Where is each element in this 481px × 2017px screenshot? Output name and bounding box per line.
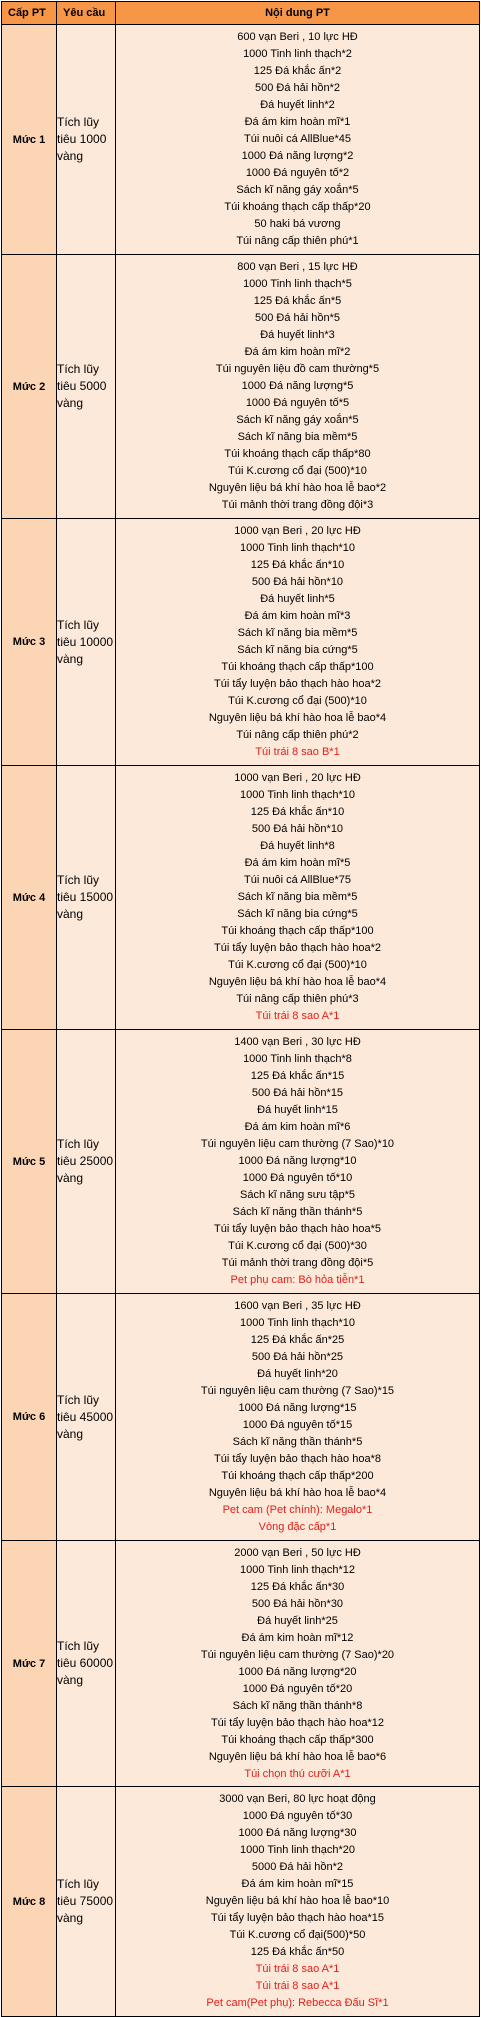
table-row — [2, 25, 480, 255]
reward-item-highlight: Túi chọn thú cưỡi A*1 — [244, 1768, 351, 1780]
reward-item: 1000 Đá năng lượng*5 — [241, 380, 354, 392]
level-cell: Mức 4 — [2, 766, 57, 1030]
reward-item: 500 Đá hải hồn*5 — [254, 312, 340, 324]
level-cell: Mức 7 — [2, 1541, 57, 1787]
reward-item: Túi khoáng thạch cấp thấp*200 — [221, 1470, 374, 1482]
reward-item: 1000 Đá nguyên tố*30 — [242, 1810, 353, 1822]
reward-item: Sách kĩ năng bia mềm*5 — [237, 627, 358, 639]
reward-item: 1000 Tinh linh thạch*2 — [243, 48, 352, 60]
requirement-line: Tích lũy — [57, 1639, 100, 1653]
table-row — [2, 1030, 480, 1294]
reward-item: 1000 Đá năng lượng*2 — [241, 150, 354, 162]
reward-item: 1600 vạn Beri , 35 lực HĐ — [234, 1300, 361, 1312]
reward-item: 125 Đá khắc ấn*15 — [250, 1070, 345, 1082]
reward-item: 125 Đá khắc ấn*25 — [250, 1334, 345, 1346]
reward-item: 500 Đá hải hồn*25 — [251, 1351, 344, 1363]
requirement-line: Tích lũy — [57, 115, 100, 129]
reward-item: Túi tẩy luyện bảo thạch hào hoa*2 — [214, 678, 381, 690]
reward-item: Đá huyết linh*2 — [260, 99, 335, 111]
reward-item: Đá huyết linh*15 — [257, 1104, 338, 1116]
level-cell: Mức 6 — [2, 1294, 57, 1541]
reward-item: Túi tẩy luyện bảo thạch hào hoa*2 — [214, 942, 381, 954]
reward-item: Túi nuôi cá AllBlue*75 — [243, 874, 351, 886]
requirement-line: Tích lũy — [57, 873, 100, 887]
reward-item: Đá huyết linh*8 — [260, 840, 335, 852]
reward-item: Sách kĩ năng gáy xoắn*5 — [236, 184, 359, 196]
content-cell — [116, 1541, 480, 1787]
requirement-line: tiêu 5000 — [57, 379, 107, 393]
reward-item: Đá ám kim hoàn mĩ*5 — [244, 857, 351, 869]
reward-item: Đá ám kim hoàn mĩ*6 — [244, 1121, 351, 1133]
reward-item: 1000 Đá năng lượng*30 — [238, 1827, 357, 1839]
level-cell: Mức 5 — [2, 1030, 57, 1294]
reward-item: Sách kĩ năng bia mềm*5 — [237, 431, 358, 443]
requirement-line: tiêu 60000 — [57, 1656, 114, 1670]
requirement-cell — [57, 25, 116, 255]
reward-item: 5000 Đá hải hồn*2 — [251, 1861, 344, 1873]
reward-item: 1000 Đá nguyên tố*10 — [242, 1172, 353, 1184]
reward-item: Nguyên liệu bá khí hào hoa lễ bao*4 — [208, 1487, 387, 1499]
reward-item: 1000 Tinh linh thạch*10 — [240, 789, 355, 801]
reward-item: 1000 Tinh linh thạch*8 — [243, 1053, 352, 1065]
reward-item: Sách kĩ năng thần thánh*5 — [232, 1206, 363, 1218]
reward-item: Sách kĩ năng gáy xoắn*5 — [236, 414, 359, 426]
reward-item: Túi K.cương cổ đại (500)*10 — [228, 695, 367, 707]
reward-item: Nguyên liệu bá khí hào hoa lễ bao*4 — [208, 712, 387, 724]
reward-item: 1000 Đá nguyên tố*20 — [242, 1683, 353, 1695]
reward-item-highlight: Vòng đặc cấp*1 — [258, 1521, 337, 1533]
requirement-line: tiêu 10000 — [57, 634, 114, 649]
reward-item: 1000 Đá năng lượng*10 — [238, 1155, 357, 1167]
reward-item: 1000 Tinh linh thạch*12 — [240, 1564, 355, 1576]
reward-item: Túi khoáng thạch cấp thấp*100 — [221, 925, 374, 937]
requirement-cell — [57, 766, 116, 1030]
reward-item: Túi mảnh thời trang đồng đội*3 — [221, 499, 374, 511]
reward-item: 1400 vạn Beri , 30 lực HĐ — [234, 1036, 361, 1048]
reward-item: 3000 vạn Beri, 80 lực hoạt động — [219, 1793, 376, 1805]
requirement-line: tiêu 1000 — [57, 132, 107, 146]
requirement-cell — [57, 1294, 116, 1541]
requirement-line: Tích lũy — [57, 1392, 100, 1407]
content-cell — [116, 1787, 480, 2017]
content-cell — [116, 1294, 480, 1541]
reward-item: Sách kĩ năng thần thánh*8 — [232, 1700, 363, 1712]
reward-item-highlight: Túi trái 8 sao A*1 — [255, 1010, 340, 1022]
reward-item: Túi K.cương cổ đại (500)*10 — [228, 465, 367, 477]
reward-table — [1, 1, 480, 2017]
reward-item: Đá ám kim hoàn mĩ*3 — [244, 610, 351, 622]
reward-item: Đá huyết linh*20 — [257, 1368, 338, 1380]
reward-item: Sách kĩ năng bia mềm*5 — [237, 891, 358, 903]
reward-item: Sách kĩ năng bia cứng*5 — [237, 908, 358, 920]
reward-item: 1000 Tinh linh thạch*10 — [240, 542, 355, 554]
requirement-line: vàng — [57, 1171, 84, 1185]
reward-item: 500 Đá hải hồn*2 — [254, 82, 340, 94]
reward-item: 800 vạn Beri , 15 lực HĐ — [237, 261, 358, 273]
reward-item-highlight: Pet phụ cam: Bò hỏa tiễn*1 — [230, 1274, 365, 1286]
table-row — [2, 1787, 480, 2017]
reward-item: Túi nâng cấp thiên phú*2 — [236, 729, 359, 741]
reward-item-highlight: Pet cam (Pet chính): Megalo*1 — [222, 1504, 373, 1516]
table-row — [2, 1294, 480, 1541]
reward-item: 50 haki bá vương — [254, 218, 341, 230]
content-cell — [116, 519, 480, 766]
reward-item: 125 Đá khắc ấn*50 — [250, 1946, 345, 1958]
reward-item: 500 Đá hải hồn*10 — [251, 576, 344, 588]
reward-item: Túi nguyên liệu cam thường (7 Sao)*10 — [200, 1138, 395, 1150]
reward-item: 125 Đá khắc ấn*10 — [250, 806, 345, 818]
requirement-line: vàng — [57, 1673, 84, 1687]
header-row — [2, 2, 480, 25]
requirement-line: tiêu 15000 — [57, 890, 114, 904]
reward-item: 1000 Đá nguyên tố*15 — [242, 1419, 353, 1431]
reward-item: Túi khoáng thạch cấp thấp*80 — [224, 448, 371, 460]
reward-item: Sách kĩ năng sưu tập*5 — [240, 1189, 355, 1201]
reward-item: Túi khoáng thạch cấp thấp*100 — [221, 661, 374, 673]
reward-item: Sách kĩ năng thần thánh*5 — [232, 1436, 363, 1448]
requirement-cell — [57, 519, 116, 766]
reward-item: 125 Đá khắc ấn*2 — [253, 65, 342, 77]
reward-item: 1000 vạn Beri , 20 lực HĐ — [234, 772, 361, 784]
content-cell — [116, 766, 480, 1030]
reward-item: 600 vạn Beri , 10 lực HĐ — [237, 31, 358, 43]
reward-item: Túi K.cương cổ đại(500)*50 — [229, 1929, 366, 1941]
reward-item: Túi nguyên liệu cam thường (7 Sao)*20 — [200, 1649, 395, 1661]
reward-item: Nguyên liệu bá khí hào hoa lễ bao*6 — [208, 1751, 387, 1763]
table-row — [2, 255, 480, 519]
reward-item: 500 Đá hải hồn*15 — [251, 1087, 344, 1099]
reward-item-highlight: Pet cam(Pet phụ): Rebecca Đấu Sĩ*1 — [206, 1997, 389, 2009]
reward-item: 2000 vạn Beri , 50 lực HĐ — [234, 1547, 361, 1559]
reward-item: 1000 vạn Beri , 20 lực HĐ — [234, 525, 361, 537]
header-requirement: Yêu cầu — [57, 2, 116, 25]
reward-item: Đá ám kim hoàn mĩ*1 — [244, 116, 351, 128]
reward-item: 1000 Tinh linh thạch*5 — [243, 278, 352, 290]
reward-item: 125 Đá khắc ấn*10 — [250, 559, 345, 571]
table-row — [2, 766, 480, 1030]
requirement-line: tiêu 25000 — [57, 1154, 114, 1168]
reward-item: Túi K.cương cổ đại (500)*30 — [228, 1240, 367, 1252]
table-row — [2, 519, 480, 766]
reward-item: 1000 Đá nguyên tố*5 — [245, 397, 350, 409]
reward-item: Túi khoáng thạch cấp thấp*300 — [221, 1734, 374, 1746]
requirement-line: vàng — [57, 1426, 84, 1441]
level-cell: Mức 1 — [2, 25, 57, 255]
reward-item: Túi nuôi cá AllBlue*45 — [243, 133, 351, 145]
header-content: Nội dung PT — [116, 2, 480, 25]
reward-item: Túi nguyên liệu cam thường (7 Sao)*15 — [200, 1385, 395, 1397]
reward-item: Túi tẩy luyện bảo thạch hào hoa*8 — [214, 1453, 381, 1465]
reward-item: 500 Đá hải hồn*30 — [251, 1598, 344, 1610]
reward-item-highlight: Túi trái 8 sao A*1 — [255, 1980, 340, 1992]
reward-item: 1000 Đá năng lượng*20 — [238, 1666, 357, 1678]
reward-item: Đá ám kim hoàn mĩ*2 — [244, 346, 351, 358]
requirement-line: tiêu 75000 — [57, 1894, 114, 1908]
requirement-cell — [57, 1787, 116, 2017]
reward-item: Túi khoáng thạch cấp thấp*20 — [224, 201, 371, 213]
reward-item: Túi tẩy luyện bảo thạch hào hoa*5 — [214, 1223, 381, 1235]
reward-item: Túi tẩy luyện bảo thạch hào hoa*12 — [210, 1717, 385, 1729]
requirement-line: Tích lũy — [57, 617, 100, 632]
reward-rows — [2, 25, 480, 2017]
requirement-line: Tích lũy — [57, 1877, 100, 1891]
level-cell: Mức 8 — [2, 1787, 57, 2017]
reward-item: Túi tẩy luyện bảo thạch hào hoa*15 — [210, 1912, 385, 1924]
content-cell — [116, 255, 480, 519]
reward-item: Túi mảnh thời trang đồng đội*5 — [221, 1257, 374, 1269]
reward-item: Đá huyết linh*25 — [257, 1615, 338, 1627]
table-row — [2, 1541, 480, 1787]
reward-item-highlight: Túi trái 8 sao A*1 — [255, 1963, 340, 1975]
content-cell — [116, 1030, 480, 1294]
requirement-line: Tích lũy — [57, 1137, 100, 1151]
reward-item: Đá ám kim hoàn mĩ*12 — [241, 1632, 354, 1644]
reward-item: Đá huyết linh*3 — [260, 329, 335, 341]
reward-item: Đá huyết linh*5 — [260, 593, 335, 605]
level-cell: Mức 2 — [2, 255, 57, 519]
reward-item: Túi nguyên liệu đồ cam thường*5 — [215, 363, 380, 375]
requirement-cell — [57, 1030, 116, 1294]
header-level: Cấp PT — [2, 2, 57, 25]
reward-item: 1000 Đá năng lượng*15 — [238, 1402, 357, 1414]
reward-item: Đá ám kim hoàn mĩ*15 — [241, 1878, 354, 1890]
reward-item: Sách kĩ năng bia cứng*5 — [237, 644, 358, 656]
reward-item: Túi K.cương cổ đại (500)*10 — [228, 959, 367, 971]
requirement-line: tiêu 45000 — [57, 1409, 114, 1424]
content-cell — [116, 25, 480, 255]
requirement-line: vàng — [57, 396, 84, 410]
reward-item-highlight: Túi trái 8 sao B*1 — [255, 746, 340, 758]
reward-item: Túi nâng cấp thiên phú*3 — [236, 993, 359, 1005]
reward-item: 1000 Tinh linh thạch*10 — [240, 1317, 355, 1329]
requirement-line: Tích lũy — [57, 362, 100, 376]
reward-item: Nguyên liệu bá khí hào hoa lễ bao*10 — [205, 1895, 390, 1907]
reward-item: Nguyên liệu bá khí hào hoa lễ bao*2 — [208, 482, 387, 494]
requirement-cell — [57, 1541, 116, 1787]
requirement-line: vàng — [57, 651, 84, 666]
reward-item: 1000 Đá nguyên tố*2 — [245, 167, 350, 179]
reward-item: 1000 Tinh linh thạch*20 — [240, 1844, 355, 1856]
reward-item: 125 Đá khắc ấn*30 — [250, 1581, 345, 1593]
requirement-line: vàng — [57, 1911, 84, 1925]
reward-item: Túi nâng cấp thiên phú*1 — [236, 235, 359, 247]
reward-item: 500 Đá hải hồn*10 — [251, 823, 344, 835]
requirement-line: vàng — [57, 907, 84, 921]
reward-item: Nguyên liệu bá khí hào hoa lễ bao*4 — [208, 976, 387, 988]
requirement-line: vàng — [57, 149, 84, 163]
level-cell: Mức 3 — [2, 519, 57, 766]
reward-item: 125 Đá khắc ấn*5 — [253, 295, 342, 307]
requirement-cell — [57, 255, 116, 519]
